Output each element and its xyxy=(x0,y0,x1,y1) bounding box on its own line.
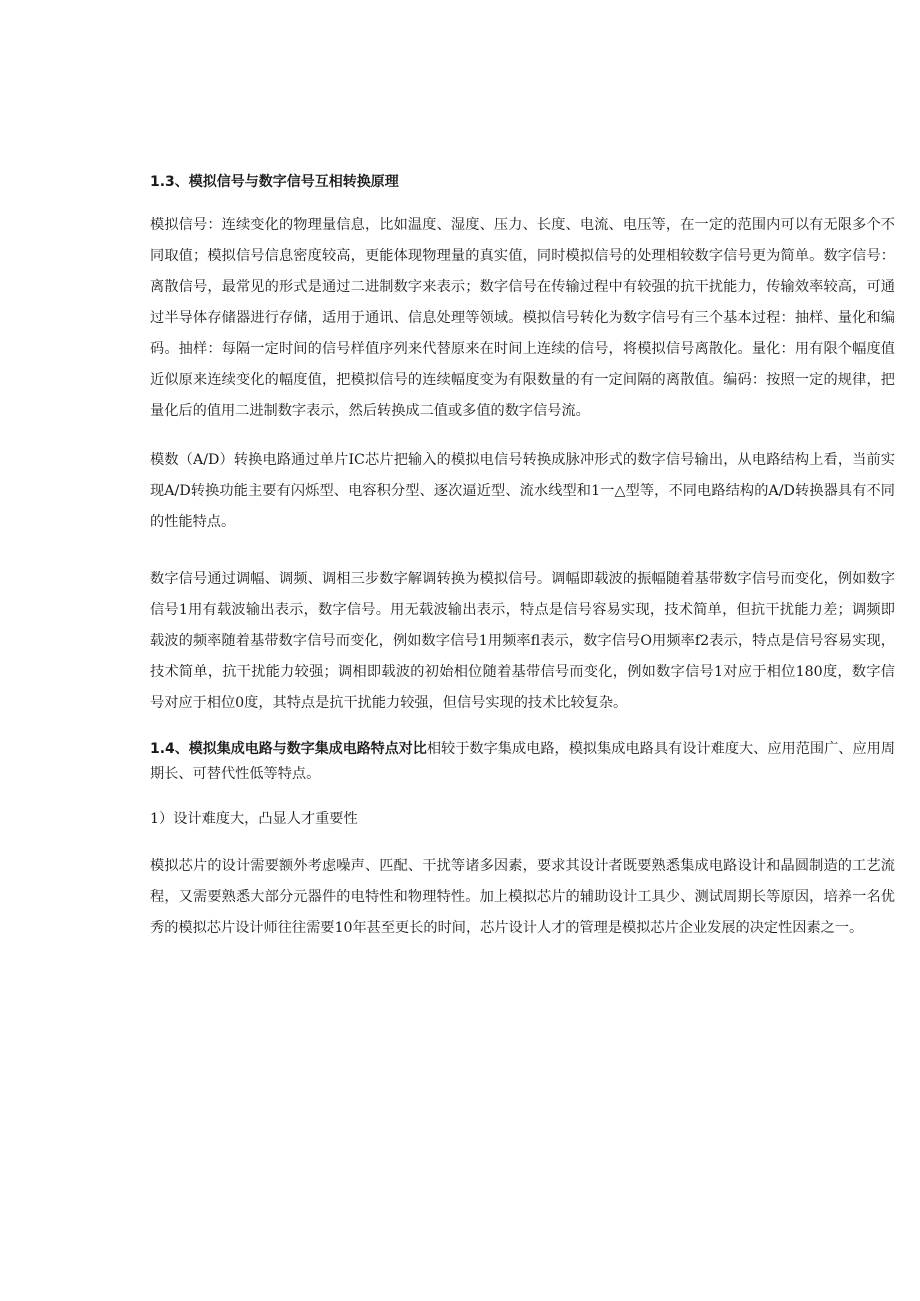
document-page xyxy=(150,168,895,962)
digital-demodulation-paragraph: 数字信号通过调幅、调频、调相三步数字解调转换为模拟信号。调幅即载波的振幅随着基带数字信号而变化，例如数字信号1用有载波输出表示，数字信号。用无载波输出表示，特点是信号容易实现，技术简单，但抗干扰能力差；调频即载波的频率随着基带数字信号而变化，例如数字信号1用频率fl表示，数字信号O用频率f2表示，特点是信号容易实现，技术简单，抗干扰能力较强；调相即载波的初始相位随着基带信号而变化，例如数字信号1对应于相位180度，数字信号对应于相位0度，其特点是抗干扰能力较强，但信号实现的技术比较复杂。 xyxy=(150,571,895,711)
list-item-design-difficulty: 1）设计难度大，凸显人才重要性 xyxy=(150,811,358,827)
section-1-4-heading xyxy=(150,737,895,787)
section-1-4-title: 1.4、模拟集成电路与数字集成电路特点对比 xyxy=(150,741,427,757)
analog-digital-signal-paragraph: 模拟信号：连续变化的物理量信息，比如温度、湿度、压力、长度、电流、电压等，在一定的范围内可以有无限多个不同取值；模拟信号信息密度较高，更能体现物理量的真实值，同时模拟信号的处理相较数字信号更为简单。数字信号：离散信号，最常见的形式是通过二进制数字来表示；数字信号在传输过程中有较强的抗干扰能力，传输效率较高，可通过半导体存储器进行存储，适用于通讯、信息处理等领域。模拟信号转化为数字信号有三个基本过程：抽样、量化和编码。抽样：每隔一定时间的信号样值序列来代替原来在时间上连续的信号，将模拟信号离散化。量化：用有限个幅度值近似原来连续变化的幅度值，把模拟信号的连续幅度变为有限数量的有一定间隔的离散值。编码：按照一定的规律，把量化后的值用二进制数字表示，然后转换成二值或多值的数字信号流。 xyxy=(150,217,895,419)
ad-conversion-paragraph: 模数（A/D）转换电路通过单片IC芯片把输入的模拟电信号转换成脉冲形式的数字信号输出，从电路结构上看，当前实现A/D转换功能主要有闪烁型、电容积分型、逐次逼近型、流水线型和1一△型等，不同电路结构的A/D转换器具有不同的性能特点。 xyxy=(150,452,895,530)
analog-chip-design-paragraph: 模拟芯片的设计需要额外考虑噪声、匹配、干扰等诸多因素，要求其设计者既要熟悉集成电路设计和晶圆制造的工艺流程，又需要熟悉大部分元器件的电特性和物理特性。加上模拟芯片的辅助设计工具少、测试周期长等原因，培养一名优秀的模拟芯片设计师往往需要10年甚至更长的时间，芯片设计人才的管理是模拟芯片企业发展的决定性因素之一。 xyxy=(150,858,895,936)
section-1-3-heading: 1.3、模拟信号与数字信号互相转换原理 xyxy=(150,174,399,190)
section-1-4-intro: 相较于数字集成电路，模拟集成电路具有设计难度大、应用范围广、应用周期长、可替代性低等特点。 xyxy=(150,741,896,782)
